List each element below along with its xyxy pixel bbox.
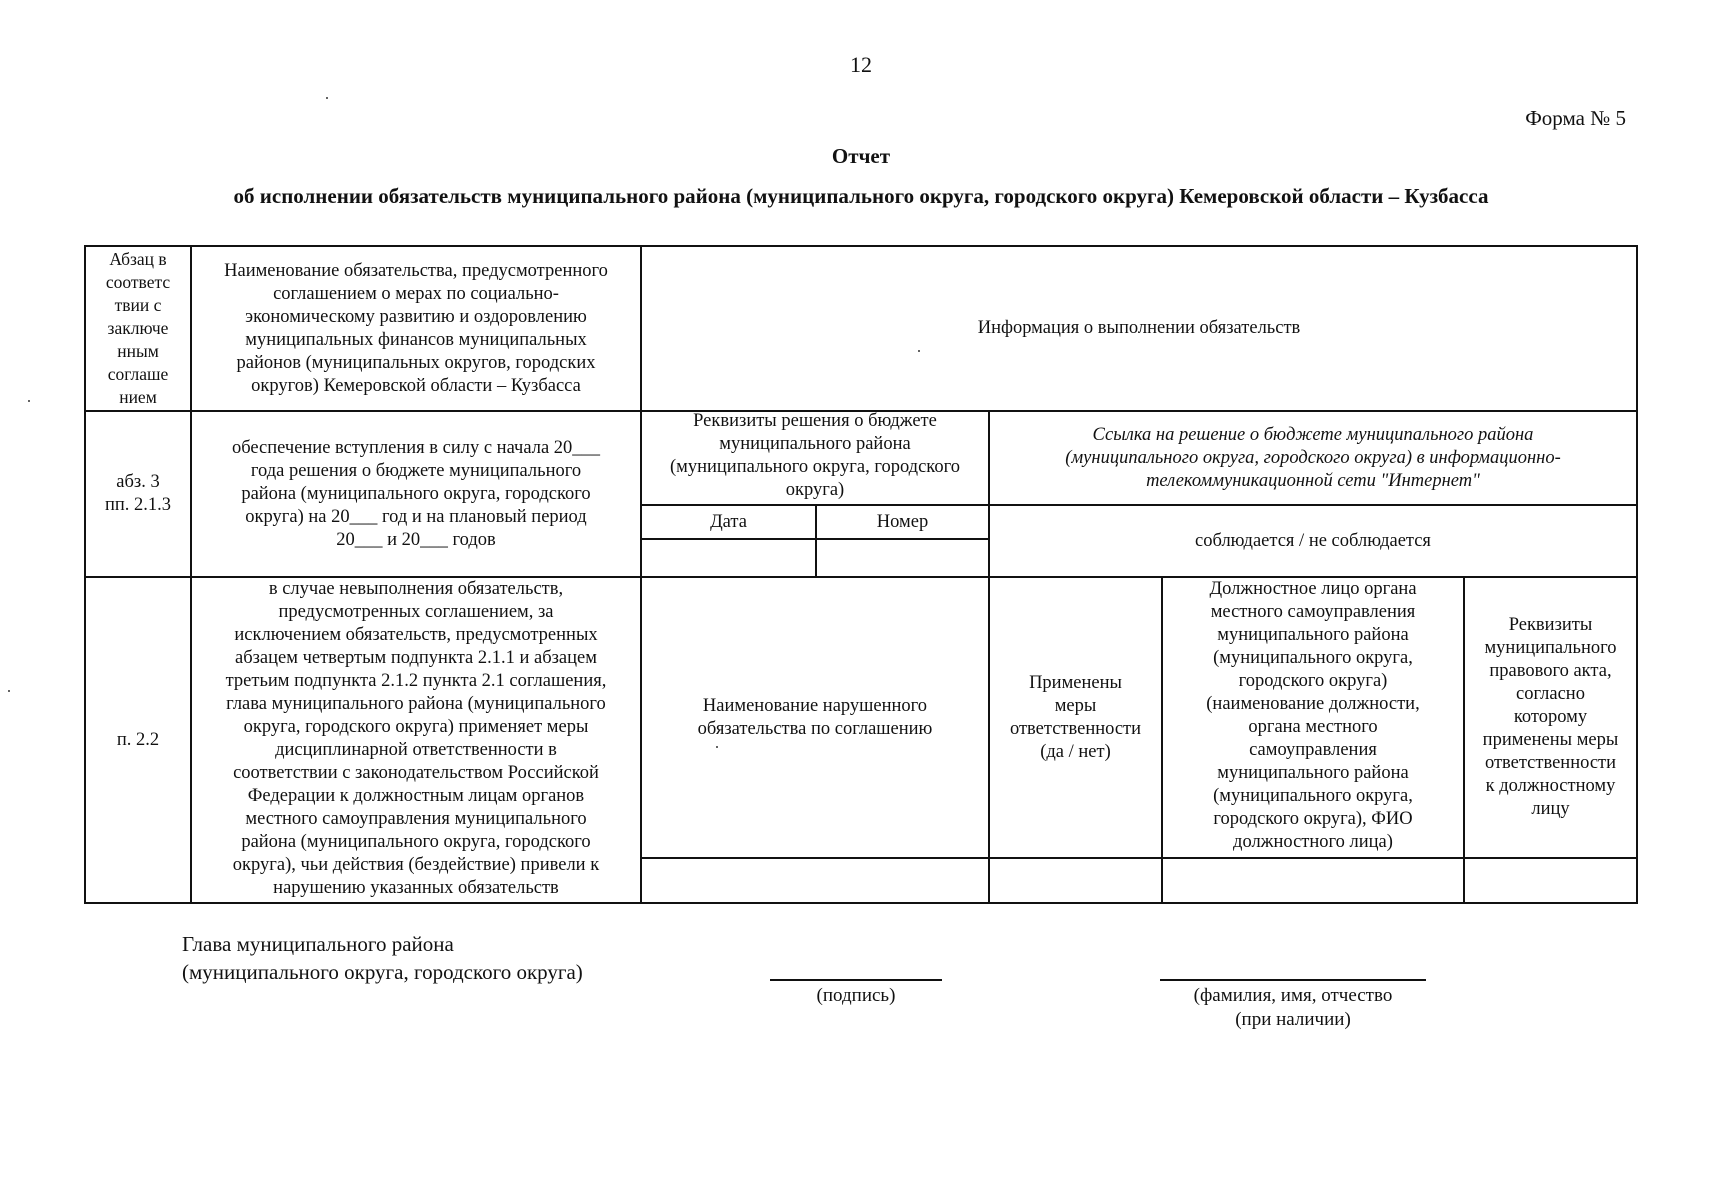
row2-measures-applied-header: Применены меры ответственности (да / нет) [1009,672,1142,762]
name-line [1160,979,1426,981]
page-number: 12 [850,52,872,77]
table-border-right [1636,245,1638,904]
row2-legal-act-header: Реквизиты муниципального правового акта, согласно которому применены меры ответственности к должностному лицу [1482,615,1619,819]
document-title: Отчет [831,144,891,168]
scan-speck [716,746,718,748]
scan-speck [8,690,10,692]
header-paragraph-column: Абзац в соответс твии с заключе нным соглаше нием [105,249,171,407]
row2-paragraph: п. 2.2 [116,729,160,750]
form-number: Форма № 5 [1525,106,1626,130]
name-caption: (фамилия, имя, отчество (при наличии) [1193,985,1393,1030]
row2-official-header: Должностное лицо органа местного самоуправления муниципального района (муниципального округа, городского округа) (наименование должности, органа местного самоуправления муниципального района (муниципального округа, городского округа), ФИО должностного лица) [1206,579,1420,852]
document-subtitle: об исполнении обязательств муниципального района (муниципального округа, городского округа) Кемеровской области – Кузбасса [233,184,1489,208]
signature-caption: (подпись) [816,985,896,1006]
scan-speck [326,97,328,99]
row1-obligation-text: обеспечение вступления в силу с начала 20___ года решения о бюджете муниципального района (муниципального округа, городского округа) на 20___ год и на плановый период 20___ и 20___ годов [231,437,601,550]
row2-violated-obligation-header: Наименование нарушенного обязательства по соглашению [697,695,933,739]
row1-number-label: Номер [876,511,929,532]
table-border-bottom [84,902,1638,904]
signature-line [770,979,942,981]
row1-status: соблюдается / не соблюдается [1195,530,1431,551]
header-obligation-name: Наименование обязательства, предусмотренного соглашением о мерах по социально- экономическому развитию и оздоровлению муниципальных финансов муниципальных районов (муниципальных округов, городских округов) Кемеровской области – Кузбасса [224,260,608,396]
row1-number-value[interactable] [817,540,988,576]
row2-legal-act-value[interactable] [1465,859,1636,902]
row1-internet-link-header: Ссылка на решение о бюджете муниципального района (муниципального округа, городского округа) в информационно- телекоммуникационной сети "Интернет" [1065,424,1561,491]
row2-official-value[interactable] [1163,859,1463,902]
scan-speck [28,400,30,402]
row1-paragraph: абз. 3 пп. 2.1.3 [104,472,172,515]
scan-speck [918,350,920,352]
signatory-position: Глава муниципального района (муниципального округа, городского округа) [182,932,583,984]
row2-obligation-text: в случае невыполнения обязательств, предусмотренных соглашением, за исключением обязательств, предусмотренных абзацем четвертым подпункта 2.1.1 и абзацем третьим подпункта 2.1.2 пункта 2.1 соглашения, глава муниципального района (муниципального округа, городского округа) применяет меры дисциплинарной ответственности в соответствии с законодательством Российской Федерации к должностным лицам органов местного самоуправления муниципального района (муниципального округа, городского округа), чьи действия (бездействие) привели к нарушению указанных обязательств [225,579,607,898]
row1-budget-requisites-header: Реквизиты решения о бюджете муниципального района (муниципального округа, городского округа) [669,411,960,500]
header-execution-info: Информация о выполнении обязательств [977,318,1301,338]
row1-date-value[interactable] [642,540,815,576]
row2-measures-applied-value[interactable] [990,859,1161,902]
row2-violated-obligation-value[interactable] [642,859,988,902]
row1-date-label: Дата [710,511,747,532]
